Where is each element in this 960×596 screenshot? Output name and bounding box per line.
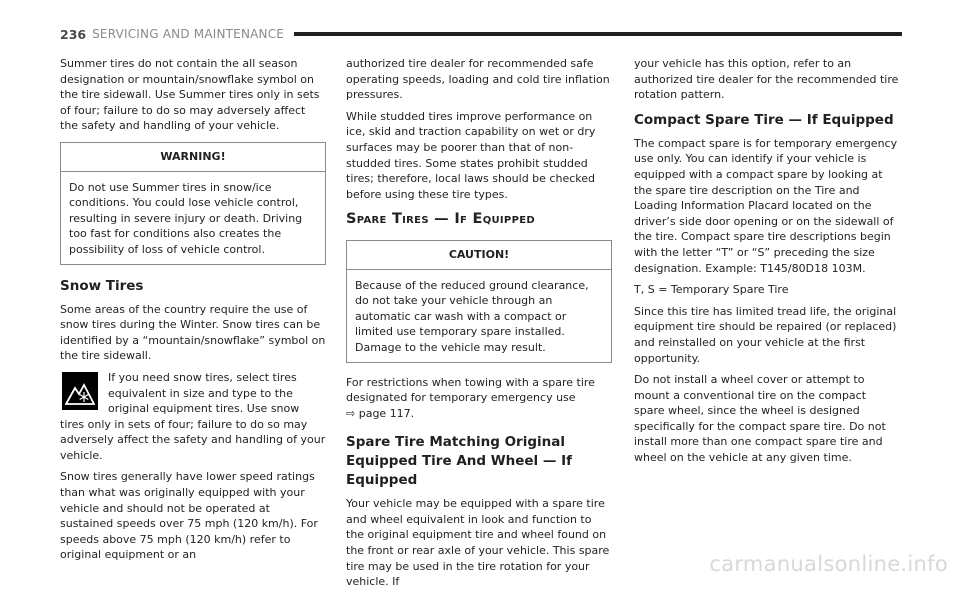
towing-text: For restrictions when towing with a spare tire designated for temporary emergency use xyxy=(346,375,595,405)
snow-icon-row xyxy=(60,370,326,464)
page-number: 236 xyxy=(60,26,87,42)
caution-title: CAUTION! xyxy=(347,241,611,270)
caution-body: Because of the reduced ground clearance, do not take your vehicle through an automatic car wash with a compact or limited use temporary spare installed. Damage to the vehicle may result. xyxy=(355,278,589,354)
spare-tires-heading: Spare Tires — If Equipped xyxy=(346,211,535,228)
snow-tires-paragraph-3: Snow tires generally have lower speed ratings than what was originally equipped with your vehicle and should not be operated at sustained speeds over 75 mph (120 km/h). For speeds above 75 mph (120 km/h) refer to original equipment or an xyxy=(60,470,318,562)
towing-paragraph xyxy=(346,375,612,422)
warning-box xyxy=(60,142,326,265)
header-rule xyxy=(294,32,902,36)
compact-spare-heading: Compact Spare Tire — If Equipped xyxy=(634,111,894,128)
column-3 xyxy=(634,56,900,472)
temporary-spare-definition: T, S = Temporary Spare Tire xyxy=(634,283,789,297)
snow-tires-paragraph-1: Some areas of the country require the use of snow tires during the Winter. Snow tires can be identified by a “mountain/snowflake” symbol on the tire sidewall. xyxy=(60,302,326,363)
matching-spare-heading: Spare Tire Matching Original Equipped Tire And Wheel — If Equipped xyxy=(346,434,572,489)
dealer-paragraph: authorized tire dealer for recommended safe operating speeds, loading and cold tire inflation pressures. xyxy=(346,57,610,102)
snow-tires-paragraph-2: If you need snow tires, select tires equivalent in size and type to the original equipment tires. Use snow tires only in sets of four; failure to do so may adversely affect the safety and handling of your vehicle. xyxy=(60,370,326,462)
caution-box xyxy=(346,240,612,363)
tread-life-paragraph: Since this tire has limited tread life, the original equipment tire should be repaired (or replaced) and reinstalled on your vehicle at the first opportunity. xyxy=(634,304,897,365)
section-title: SERVICING AND MAINTENANCE xyxy=(92,27,285,41)
column-1 xyxy=(60,56,326,569)
page-reference-arrow-icon: ⇨ xyxy=(346,406,356,420)
studded-tires-paragraph: While studded tires improve performance on ice, skid and traction capability on wet or dry surfaces may be poorer than that of non-studded tires. Some states prohibit studded tires; therefore, local laws should be checked before using these tire types. xyxy=(346,109,596,201)
watermark: carmanualsonline.info xyxy=(709,552,948,576)
compact-spare-paragraph: The compact spare is for temporary emergency use only. You can identify if your vehicle is equipped with a compact spare by looking at the spare tire description on the Tire and Loading Information Placard located on the driver’s side door opening or on the sidewall of the tire. Compact spare tire descriptions begin with the letter “T” or “S” preceding the size designation. Example: T145/80D18 103M. xyxy=(634,136,898,275)
page-header xyxy=(60,24,902,44)
matching-spare-paragraph: Your vehicle may be equipped with a spare tire and wheel equivalent in look and function to the original equipment tire and wheel found on the front or rear axle of your vehicle. This spare tire may be used in the tire rotation for your vehicle. If xyxy=(346,497,610,589)
summer-tires-paragraph: Summer tires do not contain the all season designation or mountain/snowflake symbol on the tire sidewall. Use Summer tires only in sets of four; failure to do so may adversely affect the safety and handling of your vehicle. xyxy=(60,57,320,133)
snow-tires-heading: Snow Tires xyxy=(60,277,144,294)
column-2 xyxy=(346,56,612,596)
warning-title: WARNING! xyxy=(61,143,325,172)
mountain-snowflake-icon xyxy=(62,372,98,410)
warning-body: Do not use Summer tires in snow/ice conditions. You could lose vehicle control, resulting in severe injury or death. Driving too fast for conditions also creates the possibility of loss of vehicle control. xyxy=(69,180,303,256)
wheel-cover-paragraph: Do not install a wheel cover or attempt to mount a conventional tire on the compact spare wheel, since the wheel is designed specifically for the compact spare tire. Do not install more than one compact spare tire and wheel on the vehicle at any given time. xyxy=(634,373,886,465)
rotation-paragraph: your vehicle has this option, refer to an authorized tire dealer for the recommended tire rotation pattern. xyxy=(634,57,899,102)
page-reference-link[interactable]: page 117. xyxy=(358,406,415,420)
